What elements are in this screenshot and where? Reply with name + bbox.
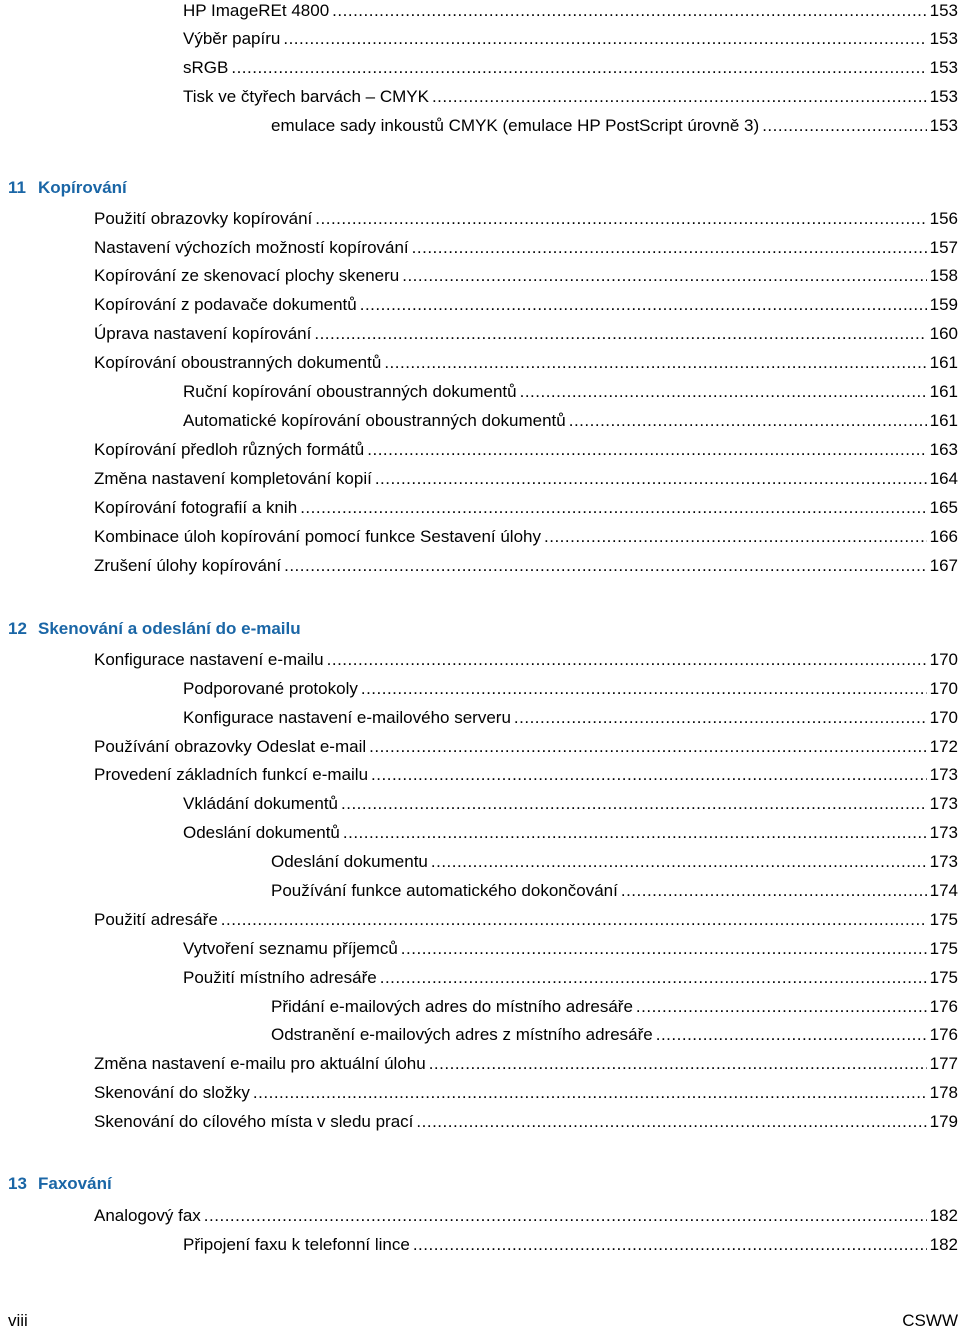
toc-leader (231, 57, 926, 79)
toc-leader (327, 649, 927, 671)
toc-entry[interactable] (183, 0, 958, 22)
toc-entry-page: 165 (929, 498, 958, 517)
toc-entry-title: Používání funkce automatického dokončování (271, 881, 618, 900)
toc-entry-page: 160 (929, 324, 958, 343)
toc-entry-title: Připojení faxu k telefonní lince (183, 1235, 410, 1254)
toc-entry[interactable] (183, 938, 958, 960)
toc-entry-page: 156 (929, 209, 958, 228)
chapter-heading[interactable] (8, 617, 301, 641)
toc-entry[interactable] (271, 996, 958, 1018)
toc-leader (300, 497, 926, 519)
toc-entry[interactable] (183, 381, 958, 403)
toc-entry[interactable] (94, 439, 958, 461)
toc-entry-page: 172 (929, 737, 958, 756)
toc-entry-page: 161 (929, 411, 958, 430)
toc-entry[interactable] (183, 707, 958, 729)
toc-entry-page: 161 (929, 382, 958, 401)
toc-entry-title: Úprava nastavení kopírování (94, 324, 312, 343)
toc-entry-page: 153 (929, 87, 958, 106)
toc-entry[interactable] (94, 764, 958, 786)
toc-entry-page: 176 (929, 1025, 958, 1044)
toc-entry[interactable] (94, 468, 958, 490)
toc-leader (314, 323, 926, 345)
footer-page-number: viii (8, 1311, 28, 1330)
chapter-number: 11 (8, 178, 26, 197)
toc-entry-title: Použití obrazovky kopírování (94, 209, 313, 228)
toc-entry-title: Změna nastavení e-mailu pro aktuální úlohu (94, 1054, 426, 1073)
toc-leader (544, 526, 927, 548)
toc-entry-page: 178 (929, 1083, 958, 1102)
toc-leader (375, 468, 927, 490)
toc-entry-page: 164 (929, 469, 958, 488)
toc-entry-title: emulace sady inkoustů CMYK (emulace HP PostScript úrovně 3) (271, 116, 760, 135)
toc-entry-title: Konfigurace nastavení e-mailu (94, 650, 324, 669)
toc-entry[interactable] (94, 526, 958, 548)
toc-entry-title: Kopírování z podavače dokumentů (94, 295, 357, 314)
toc-entry-page: 175 (929, 939, 958, 958)
toc-leader (343, 822, 927, 844)
toc-leader (520, 381, 927, 403)
toc-entry-title: Tisk ve čtyřech barvách – CMYK (183, 87, 429, 106)
toc-entry[interactable] (271, 880, 958, 902)
toc-entry[interactable] (183, 793, 958, 815)
toc-entry-title: Provedení základních funkcí e-mailu (94, 765, 369, 784)
toc-leader (401, 938, 927, 960)
toc-leader (569, 410, 927, 432)
toc-leader (384, 352, 926, 374)
toc-entry-title: Skenování do složky (94, 1083, 250, 1102)
toc-entry-title: Používání obrazovky Odeslat e-mail (94, 737, 367, 756)
toc-entry-page: 170 (929, 650, 958, 669)
toc-entry-title: Přidání e-mailových adres do místního adresáře (271, 997, 633, 1016)
toc-leader (367, 439, 926, 461)
toc-entry-title: Automatické kopírování oboustranných dokumentů (183, 411, 566, 430)
toc-leader (371, 764, 927, 786)
toc-entry-page: 174 (929, 881, 958, 900)
chapter-title: Kopírování (38, 178, 127, 197)
toc-leader (432, 86, 927, 108)
toc-entry[interactable] (94, 649, 958, 671)
toc-entry-title: Kopírování ze skenovací plochy skeneru (94, 266, 400, 285)
toc-entry-title: Analogový fax (94, 1206, 201, 1225)
toc-entry-title: Zrušení úlohy kopírování (94, 556, 282, 575)
toc-leader (416, 1111, 926, 1133)
toc-leader (412, 237, 927, 259)
toc-entry[interactable] (271, 1024, 958, 1046)
toc-entry-page: 161 (929, 353, 958, 372)
toc-leader (369, 736, 927, 758)
toc-entry-title: Kopírování oboustranných dokumentů (94, 353, 382, 372)
toc-entry-title: Nastavení výchozích možností kopírování (94, 238, 409, 257)
toc-entry[interactable] (183, 57, 958, 79)
toc-entry-page: 163 (929, 440, 958, 459)
toc-entry[interactable] (183, 678, 958, 700)
toc-entry-page: 173 (929, 794, 958, 813)
toc-entry-page: 158 (929, 266, 958, 285)
toc-leader (284, 555, 927, 577)
toc-entry-page: 173 (929, 765, 958, 784)
toc-leader (413, 1234, 927, 1256)
toc-entry-page: 170 (929, 708, 958, 727)
toc-leader (253, 1082, 927, 1104)
toc-entry-page: 157 (929, 238, 958, 257)
chapter-heading[interactable] (8, 176, 127, 200)
toc-leader (332, 0, 926, 22)
toc-entry-page: 177 (929, 1054, 958, 1073)
toc-entry-title: Odstranění e-mailových adres z místního adresáře (271, 1025, 653, 1044)
toc-entry-page: 167 (929, 556, 958, 575)
toc-leader (762, 115, 926, 137)
toc-entry[interactable] (94, 736, 958, 758)
toc-entry-title: Použití místního adresáře (183, 968, 377, 987)
toc-entry[interactable] (94, 1205, 958, 1227)
toc-entry-page: 179 (929, 1112, 958, 1131)
toc-entry[interactable] (94, 323, 958, 345)
toc-leader (621, 880, 927, 902)
toc-entry-title: Odeslání dokumentů (183, 823, 340, 842)
toc-entry[interactable] (183, 86, 958, 108)
toc-entry[interactable] (271, 115, 958, 137)
toc-leader (315, 208, 926, 230)
toc-leader (204, 1205, 927, 1227)
toc-entry-title: Použití adresáře (94, 910, 218, 929)
toc-leader (402, 265, 926, 287)
toc-entry-page: 176 (929, 997, 958, 1016)
toc-entry-title: Skenování do cílového místa v sledu prací (94, 1112, 414, 1131)
toc-leader (514, 707, 927, 729)
toc-entry-page: 173 (929, 823, 958, 842)
toc-entry-page: 166 (929, 527, 958, 546)
toc-entry-title: Vytvoření seznamu příjemců (183, 939, 398, 958)
toc-entry-page: 175 (929, 910, 958, 929)
chapter-title: Skenování a odeslání do e-mailu (38, 619, 301, 638)
toc-entry[interactable] (183, 410, 958, 432)
toc-leader (431, 851, 927, 873)
toc-entry[interactable] (183, 1234, 958, 1256)
toc-entry-title: Konfigurace nastavení e-mailového serveru (183, 708, 511, 727)
toc-entry[interactable] (94, 265, 958, 287)
toc-entry-page: 153 (929, 116, 958, 135)
toc-entry-page: 182 (929, 1206, 958, 1225)
footer-brand: CSWW (902, 1311, 958, 1330)
toc-entry-title: Ruční kopírování oboustranných dokumentů (183, 382, 517, 401)
chapter-number: 12 (8, 619, 27, 638)
toc-leader (341, 793, 927, 815)
toc-leader (221, 909, 927, 931)
toc-entry[interactable] (183, 967, 958, 989)
toc-leader (380, 967, 927, 989)
toc-entry-page: 170 (929, 679, 958, 698)
toc-entry-page: 153 (929, 29, 958, 48)
toc-entry[interactable] (94, 294, 958, 316)
toc-leader (429, 1053, 927, 1075)
toc-entry[interactable] (94, 909, 958, 931)
toc-entry-page: 175 (929, 968, 958, 987)
toc-entry-title: Podporované protokoly (183, 679, 358, 698)
toc-entry[interactable] (94, 208, 958, 230)
toc-entry[interactable] (94, 237, 958, 259)
chapter-heading[interactable] (8, 1172, 112, 1196)
toc-entry[interactable] (94, 555, 958, 577)
toc-entry-page: 159 (929, 295, 958, 314)
toc-entry[interactable] (94, 1082, 958, 1104)
toc-entry-title: Kopírování předloh různých formátů (94, 440, 365, 459)
toc-leader (283, 28, 926, 50)
toc-entry-title: Kombinace úloh kopírování pomocí funkce Sestavení úlohy (94, 527, 541, 546)
chapter-title: Faxování (38, 1174, 112, 1193)
toc-entry-page: 153 (929, 1, 958, 20)
toc-entry[interactable] (94, 497, 958, 519)
toc-entry[interactable] (183, 28, 958, 50)
toc-entry[interactable] (94, 1053, 958, 1075)
toc-entry-page: 173 (929, 852, 958, 871)
toc-entry-page: 153 (929, 58, 958, 77)
toc-entry-title: Odeslání dokumentu (271, 852, 428, 871)
toc-entry[interactable] (183, 822, 958, 844)
chapter-number: 13 (8, 1174, 27, 1193)
toc-entry-title: sRGB (183, 58, 229, 77)
toc-leader (361, 678, 927, 700)
toc-entry[interactable] (94, 1111, 958, 1133)
toc-entry-page: 182 (929, 1235, 958, 1254)
toc-leader (636, 996, 927, 1018)
toc-leader (360, 294, 927, 316)
toc-leader (656, 1024, 927, 1046)
toc-entry[interactable] (271, 851, 958, 873)
toc-entry-title: Kopírování fotografií a knih (94, 498, 298, 517)
toc-entry[interactable] (94, 352, 958, 374)
toc-entry-title: Změna nastavení kompletování kopií (94, 469, 372, 488)
toc-entry-title: Výběr papíru (183, 29, 281, 48)
toc-entry-title: Vkládání dokumentů (183, 794, 338, 813)
toc-entry-title: HP ImageREt 4800 (183, 1, 330, 20)
